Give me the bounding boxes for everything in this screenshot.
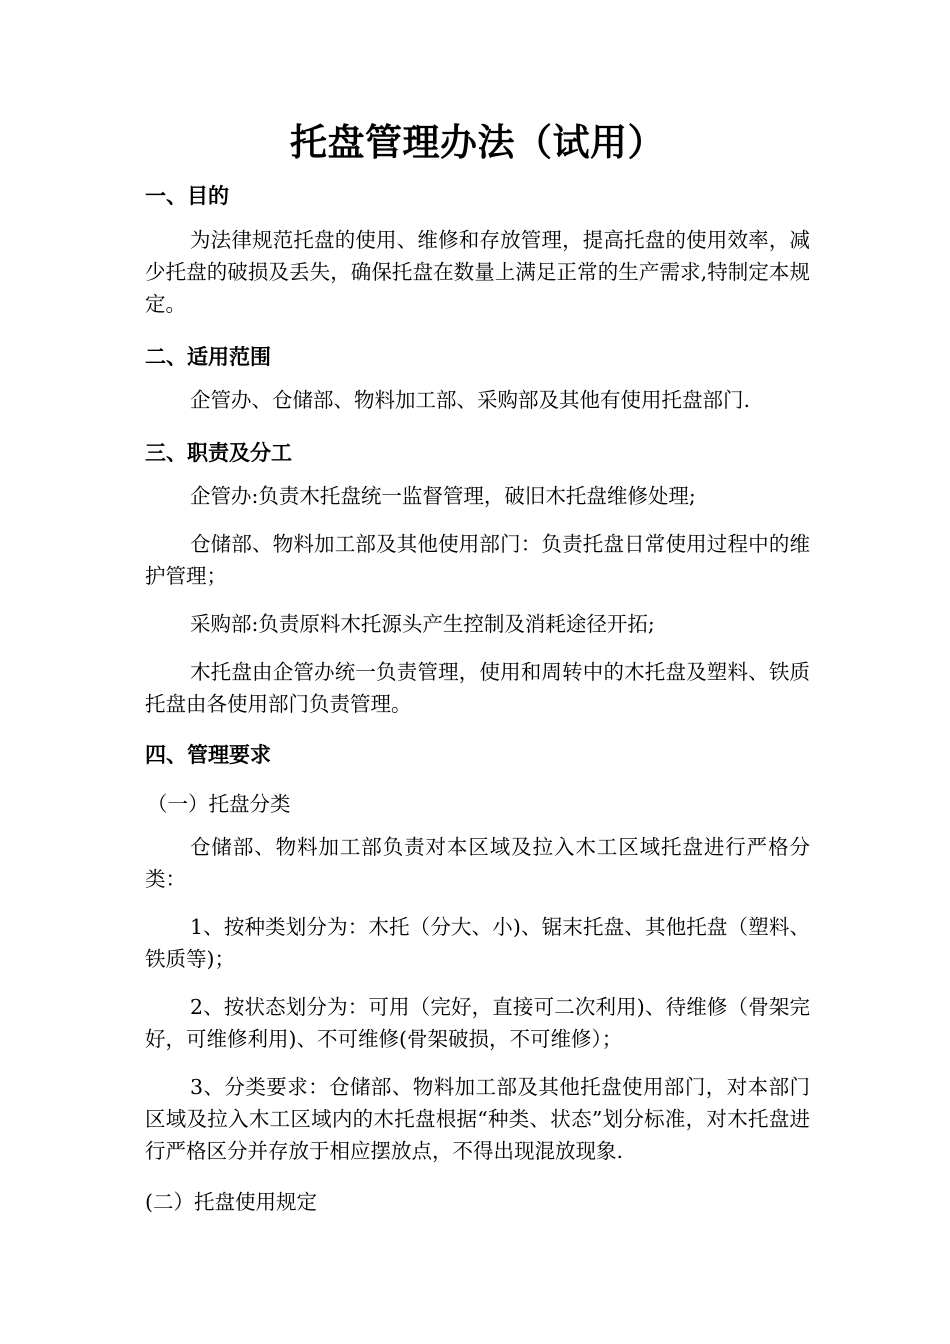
section-heading-requirements: 四、管理要求 [145,743,271,767]
paragraph-classification-state: 2、按状态划分为：可用（完好，直接可二次利用)、待维修（骨架完好，可维修利用)、不可维修(骨架破损，不可维修）； [145,995,810,1051]
paragraph-purpose: 为法律规范托盘的使用、维修和存放管理，提高托盘的使用效率，减少托盘的破损及丢失，确保托盘在数量上满足正常的生产需求,特制定本规定。 [145,228,810,316]
paragraph-classification-type: 1、按种类划分为：木托（分大、小)、锯末托盘、其他托盘（塑料、铁质等)； [145,915,810,971]
section-heading-scope: 二、适用范围 [145,345,271,369]
paragraph-scope: 企管办、仓储部、物料加工部、采购部及其他有使用托盘部门. [190,388,751,412]
paragraph-classification-requirements: 3、分类要求：仓储部、物料加工部及其他托盘使用部门，对本部门区域及拉入木工区域内的木托盘根据“种类、状态”划分标准，对木托盘进行严格区分并存放于相应摆放点，不得出现混放现象. [145,1075,810,1163]
section-heading-purpose: 一、目的 [145,184,229,208]
section-heading-responsibilities: 三、职责及分工 [145,441,292,465]
paragraph-responsibility-4: 木托盘由企管办统一负责管理，使用和周转中的木托盘及塑料、铁质托盘由各使用部门负责管理。 [145,660,810,716]
paragraph-responsibility-3: 采购部:负责原料木托源头产生控制及消耗途径开拓; [190,612,655,636]
paragraph-responsibility-1: 企管办:负责木托盘统一监督管理，破旧木托盘维修处理; [190,484,696,508]
paragraph-responsibility-2: 仓储部、物料加工部及其他使用部门：负责托盘日常使用过程中的维护管理； [145,532,810,588]
subsection-heading-usage-rules: (二）托盘使用规定 [145,1190,317,1214]
subsection-heading-classification: （一）托盘分类 [147,792,291,816]
paragraph-classification-intro: 仓储部、物料加工部负责对本区域及拉入木工区域托盘进行严格分类： [145,835,810,891]
document-title: 托盘管理办法（试用） [290,121,665,164]
